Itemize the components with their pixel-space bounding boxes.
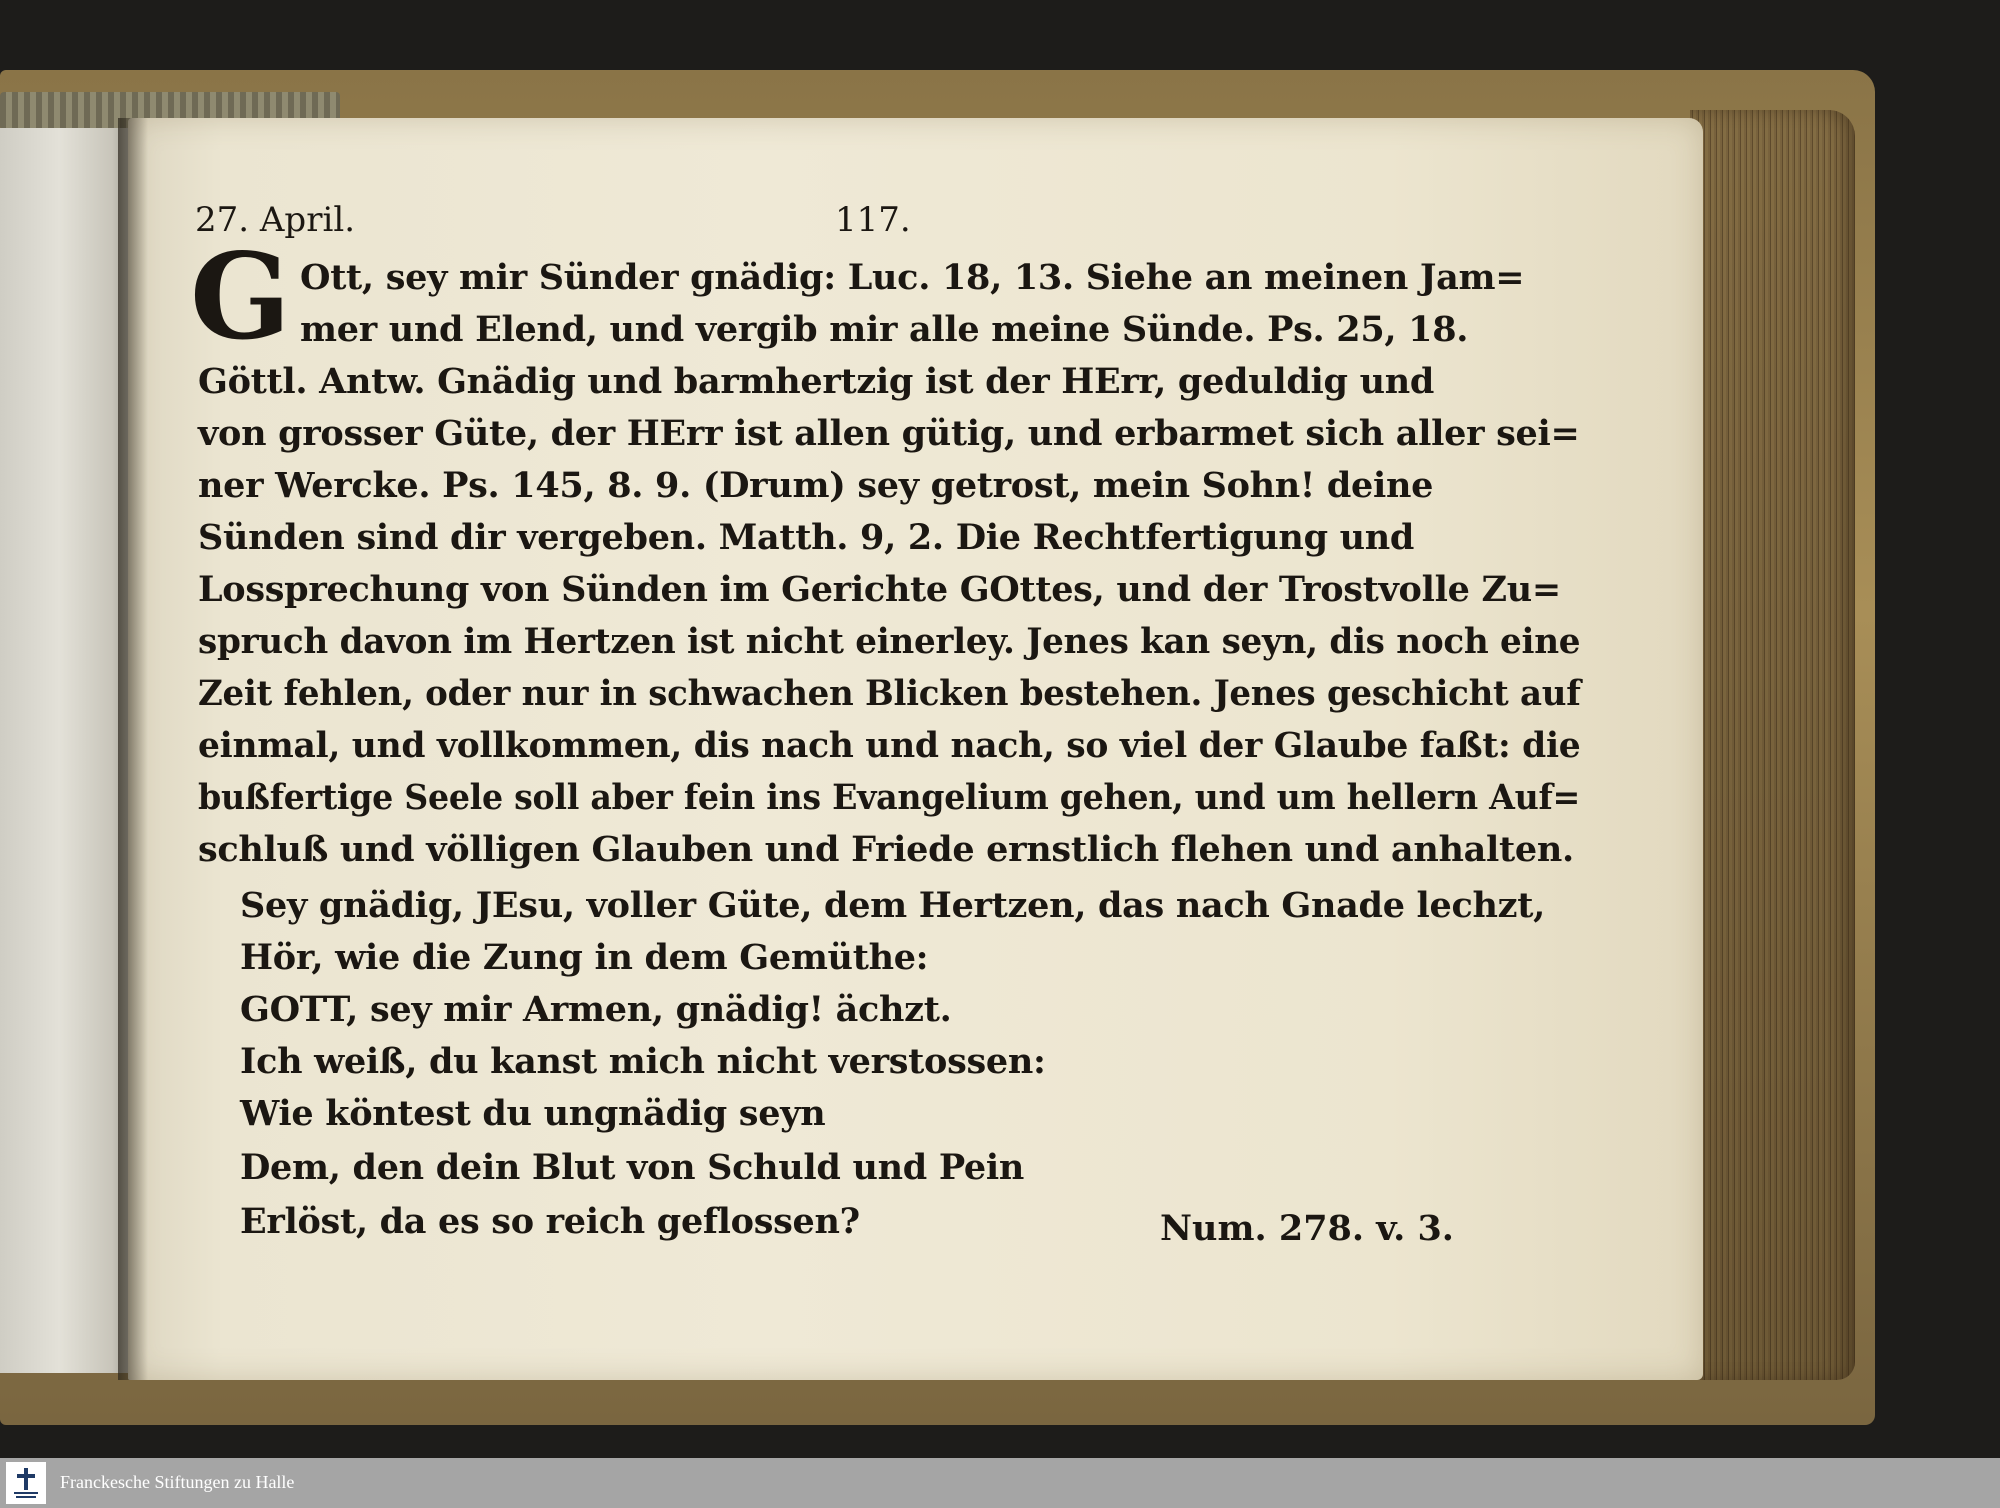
hymn-line: Ich weiß, du kanst mich nicht verstossen: <box>240 1041 1046 1082</box>
hymn-reference: Num. 278. v. 3. <box>1160 1208 1454 1249</box>
drop-cap: G <box>190 227 291 366</box>
body-line: bußfertige Seele soll aber fein ins Evangelium gehen, und um hellern Auf= <box>198 777 1581 818</box>
page-date: 27. April. <box>195 200 356 240</box>
hymn-line: Erlöst, da es so reich geflossen? <box>240 1201 860 1242</box>
body-line: schluß und völligen Glauben und Friede ernstlich flehen und anhalten. <box>198 829 1574 870</box>
body-line: spruch davon im Hertzen ist nicht einerley. Jenes kan seyn, dis noch eine <box>198 621 1581 662</box>
body-line: von grosser Güte, der HErr ist allen gütig, und erbarmet sich aller sei= <box>198 413 1580 454</box>
body-line: Lossprechung von Sünden im Gerichte GOttes, und der Trostvolle Zu= <box>198 569 1561 610</box>
body-line: Sünden sind dir vergeben. Matth. 9, 2. Die Rechtfertigung und <box>198 517 1415 558</box>
body-line: Göttl. Antw. Gnädig und barmhertzig ist der HErr, geduldig und <box>198 361 1435 402</box>
page-fore-edge <box>1690 110 1855 1380</box>
footer-bar <box>0 1458 2000 1508</box>
hymn-line: Dem, den dein Blut von Schuld und Pein <box>240 1147 1025 1188</box>
hymn-line: Hör, wie die Zung in dem Gemüthe: <box>240 937 929 978</box>
footer-institution-name[interactable]: Franckesche Stiftungen zu Halle <box>60 1472 295 1492</box>
left-page-edge <box>0 128 132 1373</box>
hymn-line: Sey gnädig, JEsu, voller Güte, dem Hertzen, das nach Gnade lechzt, <box>240 885 1546 926</box>
gutter-shadow <box>118 118 148 1380</box>
hymn-line: Wie köntest du ungnädig seyn <box>240 1093 826 1134</box>
body-line: einmal, und vollkommen, dis nach und nach, so viel der Glaube faßt: die <box>198 725 1581 766</box>
franckesche-stiftungen-logo-icon[interactable] <box>6 1462 46 1504</box>
body-line: mer und Elend, und vergib mir alle meine Sünde. Ps. 25, 18. <box>300 309 1469 350</box>
body-line: Zeit fehlen, oder nur in schwachen Blicken bestehen. Jenes geschicht auf <box>198 673 1581 714</box>
page-number: 117. <box>835 200 911 240</box>
hymn-line: GOTT, sey mir Armen, gnädig! ächzt. <box>240 989 952 1030</box>
body-line: Ott, sey mir Sünder gnädig: Luc. 18, 13. Siehe an meinen Jam= <box>300 257 1525 298</box>
body-line: ner Wercke. Ps. 145, 8. 9. (Drum) sey getrost, mein Sohn! deine <box>198 465 1434 506</box>
